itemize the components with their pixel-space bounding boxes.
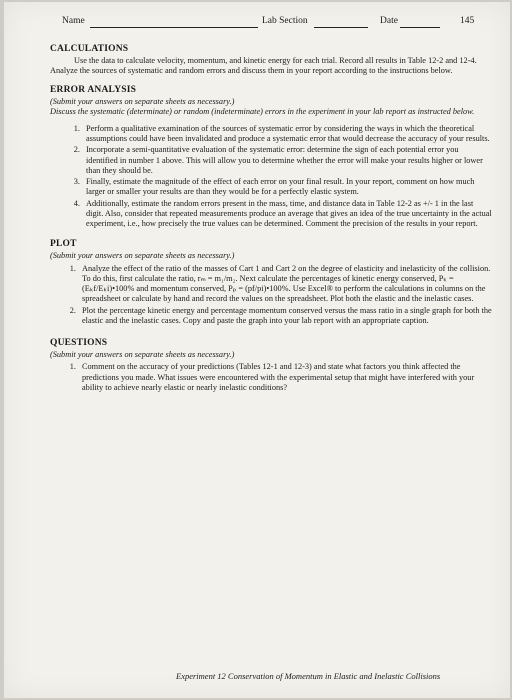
page-footer: Experiment 12 Conservation of Momentum in Elastic and Inelastic Collisions xyxy=(176,671,441,681)
page-number: 145 xyxy=(460,16,475,26)
worksheet-page xyxy=(4,2,510,698)
error-analysis-note: (Submit your answers on separate sheets as necessary.) xyxy=(50,97,235,107)
list-item: 4. Additionally, estimate the random errors present in the mass, time, and distance data in Table 12-2 as +/- 1 in the last digit. Also, consider that repeated measurements produce an average that gives an idea of the true uncertainty in the actual experiment, i.e., how precisely the true values can be determined. Comment the precision of the results in your report. xyxy=(82,199,492,230)
error-analysis-heading: ERROR ANALYSIS xyxy=(50,85,137,96)
date-line xyxy=(400,27,440,28)
list-item: 3. Finally, estimate the magnitude of the effect of each error on your final result. In your report, comment on how much larger or smaller your results are than they would be for a perfectly elastic system. xyxy=(82,177,492,198)
error-analysis-section xyxy=(50,85,492,229)
plot-note: (Submit your answers on separate sheets as necessary.) xyxy=(50,251,235,261)
questions-list xyxy=(50,362,492,393)
questions-section xyxy=(50,338,492,393)
plot-section xyxy=(50,239,492,326)
error-analysis-list xyxy=(50,124,492,230)
lab-section-label: Lab Section xyxy=(262,16,308,26)
worksheet-body xyxy=(50,44,492,394)
name-line xyxy=(90,27,258,28)
list-item: 1. Analyze the effect of the ratio of the masses of Cart 1 and Cart 2 on the degree of elasticity and inelasticity of the collision. To do this, first calculate the ratio, rₘ = m₁/m₂. Next calculate the percentages of kinetic energy conserved, Pₖ = (Eₖf/Eₖi)•100% and momentum conserved, Pₚ = (pf/pi)•100%. Use Excel® to perform the calculations in columns on the spreadsheet or calculate by hand and record the values on the spreadsheet. Plot both the elastic and the inelastic cases. xyxy=(78,264,492,305)
plot-list xyxy=(50,264,492,327)
list-item: 2. Incorporate a semi-quantitative evaluation of the systematic error: determine the sign of each potential error you identified in number 1 above. This will allow you to determine whether the error will make your results higher or lower than they should be. xyxy=(82,145,492,176)
list-item: 1. Perform a qualitative examination of the sources of systematic error by considering the ways in which the theoretical assumptions could have been invalidated and produce a systematic error that would decrease the accuracy of your results. xyxy=(82,124,492,145)
plot-heading: PLOT xyxy=(50,239,77,250)
lab-section-line xyxy=(314,27,368,28)
list-item: 1. Comment on the accuracy of your predictions (Tables 12-1 and 12-3) and state what factors you think affected the predictions you made. What issues were encountered with the experimental setup that might have interfered with your ability to achieve nearly elastic or nearly inelastic conditions? xyxy=(78,362,492,393)
list-item: 2. Plot the percentage kinetic energy and percentage momentum conserved versus the mass ratio in a single graph for both the elastic and the inelastic cases. Copy and paste the graph into your lab report with an appropriate caption. xyxy=(78,306,492,327)
questions-heading: QUESTIONS xyxy=(50,338,108,349)
calculations-text: Use the data to calculate velocity, momentum, and kinetic energy for each trial. Record all results in Table 12-2 and 12-4. Analyze the sources of systematic and random errors and discuss them in your report according to the instructions below. xyxy=(50,55,477,76)
date-label: Date xyxy=(380,16,398,26)
name-label: Name xyxy=(62,16,85,26)
error-analysis-intro: Discuss the systematic (determinate) or random (indeterminate) errors in the experiment in your lab report as instructed below. xyxy=(50,107,475,117)
page-header xyxy=(62,16,488,32)
questions-note: (Submit your answers on separate sheets as necessary.) xyxy=(50,349,235,359)
calculations-heading: CALCULATIONS xyxy=(50,44,129,54)
